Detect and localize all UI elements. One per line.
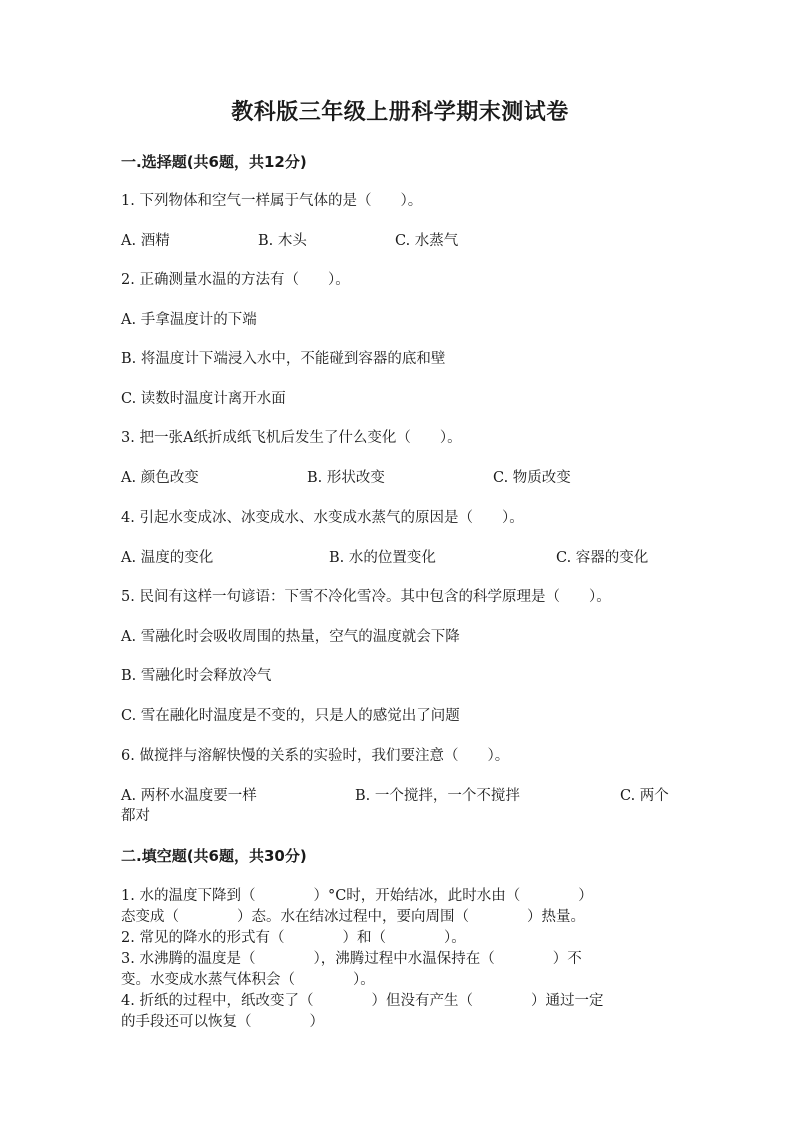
fill-line-4: 3. 水沸腾的温度是（ ），沸腾过程中水温保持在（ ）不	[121, 951, 582, 967]
fill-line-3: 2. 常见的降水的形式有（ ）和（ ）。	[121, 930, 466, 946]
question-4-option-a: A. 温度的变化	[121, 550, 214, 566]
question-4-option-b: B. 水的位置变化	[329, 550, 436, 566]
fill-line-2: 态变成（ ）态。水在结冰过程中，要向周围（ ）热量。	[121, 909, 585, 925]
fill-line-5: 变。水变成水蒸气体积会（ ）。	[121, 972, 375, 988]
question-1-option-a: A. 酒精	[121, 233, 170, 249]
question-2-stem: 2. 正确测量水温的方法有（ ）。	[121, 272, 350, 288]
question-6-option-b: B. 一个搅拌，一个不搅拌	[355, 788, 520, 804]
question-6-option-c-wrap: 都对	[121, 808, 150, 824]
fill-line-7: 的手段还可以恢复（ ）	[121, 1014, 324, 1030]
question-2-option-b: B. 将温度计下端浸入水中，不能碰到容器的底和壁	[121, 351, 446, 367]
section-heading-choice: 一.选择题(共6题，共12分)	[121, 153, 307, 171]
question-6-option-a: A. 两杯水温度要一样	[121, 788, 257, 804]
fill-line-1: 1. 水的温度下降到（ ）°C时，开始结冰，此时水由（ ）	[121, 888, 593, 904]
question-5-option-c: C. 雪在融化时温度是不变的，只是人的感觉出了问题	[121, 708, 460, 724]
question-6-stem: 6. 做搅拌与溶解快慢的关系的实验时，我们要注意（ ）。	[121, 748, 510, 764]
question-6-option-c: C. 两个	[620, 788, 669, 804]
question-3-stem: 3. 把一张A纸折成纸飞机后发生了什么变化（ ）。	[121, 430, 462, 446]
question-2-option-a: A. 手拿温度计的下端	[121, 312, 257, 328]
question-5-stem: 5. 民间有这样一句谚语：下雪不冷化雪冷。其中包含的科学原理是（ ）。	[121, 589, 611, 605]
question-1-option-c: C. 水蒸气	[395, 233, 459, 249]
question-5-option-a: A. 雪融化时会吸收周围的热量，空气的温度就会下降	[121, 629, 460, 645]
question-3-option-a: A. 颜色改变	[121, 470, 199, 486]
question-3-option-c: C. 物质改变	[493, 470, 571, 486]
section-heading-fill: 二.填空题(共6题，共30分)	[121, 847, 307, 865]
question-4-option-c: C. 容器的变化	[556, 550, 649, 566]
fill-line-6: 4. 折纸的过程中，纸改变了（ ）但没有产生（ ）通过一定	[121, 993, 604, 1009]
question-4-stem: 4. 引起水变成冰、冰变成水、水变成水蒸气的原因是（ ）。	[121, 510, 524, 526]
question-3-option-b: B. 形状改变	[307, 470, 385, 486]
question-1-stem: 1. 下列物体和空气一样属于气体的是（ ）。	[121, 193, 423, 209]
question-1-option-b: B. 木头	[258, 233, 307, 249]
question-2-option-c: C. 读数时温度计离开水面	[121, 391, 286, 407]
question-5-option-b: B. 雪融化时会释放冷气	[121, 668, 272, 684]
page-title: 教科版三年级上册科学期末测试卷	[231, 100, 569, 125]
